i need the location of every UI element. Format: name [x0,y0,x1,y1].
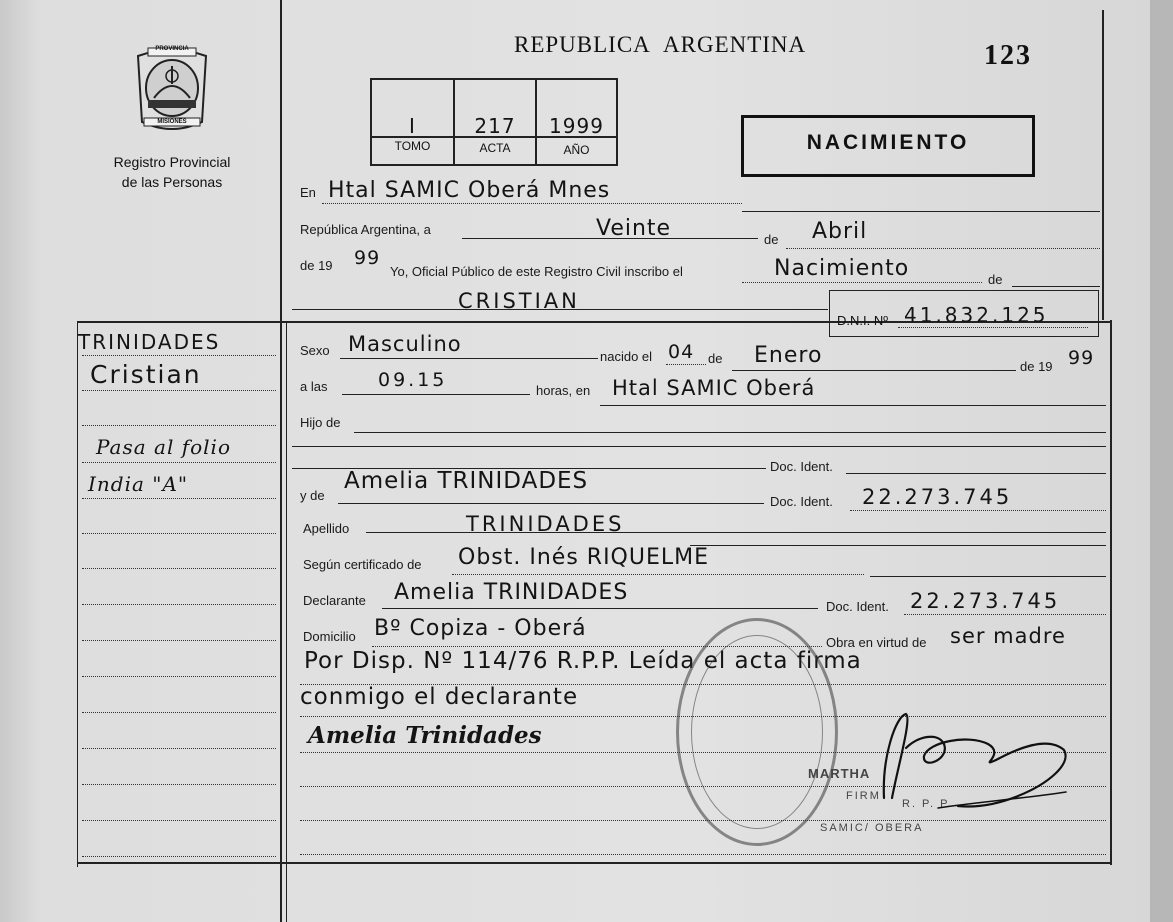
place-line [600,405,1106,406]
apellido-label: Apellido [303,521,350,536]
en-line [322,203,742,204]
obra-label: Obra en virtud de [826,635,927,650]
en-value: Htal SAMIC Oberá Mnes [328,178,611,203]
de-label: de [764,232,779,247]
margin-line-10 [82,676,276,677]
declarante-doc-line [904,614,1106,615]
domicilio-value: Bº Copiza - Oberá [374,616,587,641]
father-line-2 [292,446,1106,447]
tomo-label: TOMO [394,139,431,153]
doc-ident-label: Doc. Ident. [770,459,833,474]
en-label: En [300,185,316,200]
office-name-line1: Registro Provincial [113,154,231,170]
apellido-value: TRINIDADES [466,512,625,536]
margin-line-9 [82,640,276,641]
hijo-label: Hijo de [300,415,341,430]
certificado-line-2 [870,576,1106,577]
declarante-label: Declarante [303,593,366,608]
month-line [786,248,1100,249]
inner-column-line [286,322,287,922]
right-border [1102,10,1104,320]
month-value: Abril [812,219,868,244]
dni-label: D.N.I. Nº [837,313,888,328]
declarant-signature: Amelia Trinidades [308,722,542,749]
margin-line-2 [82,390,276,391]
dni-line [898,327,1088,328]
official-title-fragment: FIRM [846,790,881,802]
margin-line-11 [82,712,276,713]
certificado-value: Obst. Inés RIQUELME [458,545,710,570]
year-prefix: de 19 [300,258,333,273]
note-line1: Por Disp. Nº 114/76 R.P.P. Leída el acta firma [304,648,862,674]
acta-label: ACTA [479,141,511,155]
de19-label: de 19 [1020,359,1053,374]
declarante-value: Amelia TRINIDADES [394,580,629,605]
document-type: NACIMIENTO [806,131,970,154]
alas-label: a las [300,379,328,394]
note-line2: conmigo el declarante [300,684,579,710]
margin-surname: TRINIDADES [78,330,221,354]
anio-value: 1999 [549,114,604,138]
declarante-doc: 22.273.745 [910,589,1061,613]
day-value: Veinte [596,216,672,241]
de-label-3: de [708,351,723,366]
apellido-line-2 [690,545,1106,546]
official-name-fragment: MARTHA [808,766,871,781]
birth-day-line [666,364,706,365]
de-label-2: de [988,272,1003,287]
certificado-label: Según certificado de [303,557,422,572]
sexo-label: Sexo [300,343,330,358]
country-title: REPUBLICA ARGENTINA [514,32,807,57]
doc-ident-label-2: Doc. Ident. [770,494,833,509]
margin-line-8 [82,604,276,605]
margin-line-6 [82,533,276,534]
birth-year: 99 [1068,347,1095,369]
official-signature-icon [878,706,1074,818]
certificado-line [452,574,864,575]
birth-place: Htal SAMIC Oberá [612,376,816,400]
year-value: 99 [354,247,381,269]
yde-label: y de [300,488,325,503]
margin-line-7 [82,568,276,569]
sexo-value: Masculino [348,332,462,356]
father-doc-value-line [846,473,1106,474]
doc-ident-label-3: Doc. Ident. [826,599,889,614]
official-rpp: R. P. P. [902,798,954,810]
margin-line-14 [82,820,276,821]
mother-doc: 22.273.745 [862,485,1013,509]
right-border-lower [1110,320,1112,865]
declarante-line [382,608,818,609]
nacido-label: nacido el [600,349,653,364]
obra-value: ser madre [950,624,1066,648]
de-line [1012,286,1100,287]
act-value: Nacimiento [774,256,910,281]
margin-note-line2: India "A" [88,472,189,496]
tomo-value: I [409,114,416,138]
left-outer-line [77,322,78,867]
name-value: CRISTIAN [458,289,580,313]
margin-line-3 [82,425,276,426]
seal-bottom-text: MISIONES [157,119,187,125]
time-line [342,394,530,395]
margin-note-line1: Pasa al folio [96,435,231,459]
margin-given-name: Cristian [90,360,202,389]
official-office: SAMIC/ OBERA [820,822,924,834]
republica-label: República Argentina, a [300,222,431,237]
office-name-line2: de las Personas [121,174,223,190]
seal-top-text: PROVINCIA [155,46,189,52]
margin-line-5 [82,498,276,499]
margin-line-12 [82,748,276,749]
birth-time: 09.15 [378,369,448,391]
margin-line-1 [82,355,276,356]
sexo-line [340,358,598,359]
act-line [742,282,982,283]
dni-value: 41.832.125 [904,303,1049,327]
mother-line [338,503,764,504]
blank-line-r4 [300,854,1106,855]
margin-line-13 [82,784,276,785]
domicilio-label: Domicilio [303,629,356,644]
birth-month-line [732,370,1016,371]
page-edge [1150,0,1173,922]
father-line [354,432,1106,433]
official-stamp-inner [691,635,823,829]
mother-doc-line [850,510,1106,511]
official-stamp [676,618,838,846]
folio-number: 123 [984,40,1032,71]
bottom-divider [77,862,1111,864]
en-line-solid [742,211,1100,212]
acta-value: 217 [474,114,516,138]
registry-box [370,78,618,166]
birth-month: Enero [754,343,823,368]
margin-divider [280,0,282,922]
margin-line-4 [82,462,276,463]
anio-label: AÑO [563,143,590,157]
horas-label: horas, en [536,383,591,398]
blank-line-r3 [300,820,1106,821]
mother-name: Amelia TRINIDADES [344,468,589,494]
birth-day: 04 [668,341,695,363]
margin-line-15 [82,856,276,857]
inscribo-label: Yo, Oficial Público de este Registro Civil inscribo el [390,264,683,279]
